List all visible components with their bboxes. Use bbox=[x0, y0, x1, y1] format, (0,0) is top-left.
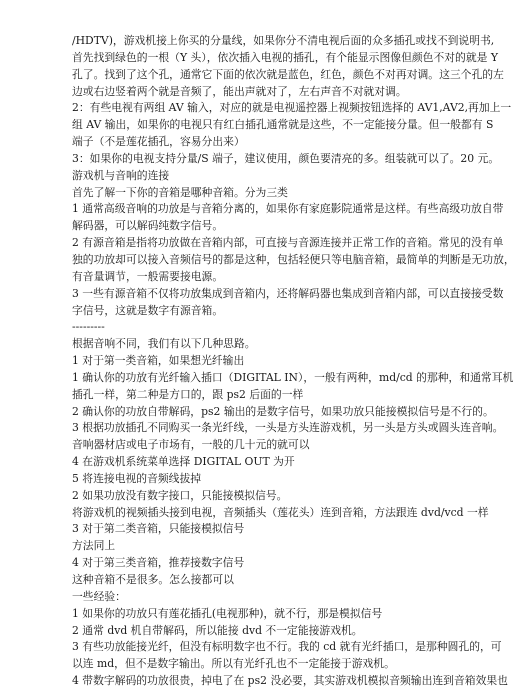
text-line: 边或右边竖着两个就是音频了，能出声就对了，左右声音不对就对调。 bbox=[72, 84, 407, 98]
text-line: 2：有些电视有两组 AV 输入，对应的就是电视遥控器上视频按钮选择的 AV1,AV2,再加上一 bbox=[72, 101, 512, 115]
text-line: 以连 md，但不是数字输出。所以有光纤孔也不一定能接于游戏机。 bbox=[72, 657, 395, 671]
text-line: 3：如果你的电视支持分量/S 端子，建议使用，颜色要清亮的多。组装就可以了。20 元。 bbox=[72, 151, 500, 165]
text-line: 一些经验： bbox=[72, 589, 126, 603]
text-line: 音响器材店或电子市场有，一般的几十元的就可以 bbox=[72, 438, 310, 452]
text-line: 4 带数字解码的功放很贵，掉电了在 ps2 没必要，其实游戏机模拟音频输出连到音箱效果也 bbox=[72, 674, 508, 688]
text-line: 1 如果你的功放只有莲花插孔(电视那种)，就不行，那是模拟信号 bbox=[72, 606, 383, 620]
text-line: 2 有源音箱是指将功放做在音箱内部，可直接与音源连接并正常工作的音箱。常见的没有单 bbox=[72, 236, 504, 250]
text-line: 3 根据功放插孔不同购买一条光纤线，一头是方头连游戏机，另一头是方头或圆头连音响。 bbox=[72, 421, 504, 435]
text-line: 5 将连接电视的音频线拔掉 bbox=[72, 471, 202, 485]
text-line: 1 对于第一类音箱，如果想光纤输出 bbox=[72, 354, 245, 368]
text-line: 根据音响不同，我们有以下几种思路。 bbox=[72, 337, 256, 351]
text-line: 游戏机与音响的连接 bbox=[72, 168, 170, 182]
text-line: 方法同上 bbox=[72, 539, 116, 553]
text-line: 3 有些功放能接光纤，但没有标明数字也不行。我的 cd 就有光纤插口，是那种圆孔的，可 bbox=[72, 640, 502, 654]
text-line: 插孔一样，第二种是方口的，跟 ps2 后面的一样 bbox=[72, 387, 304, 401]
text-line: 孔了。找到了这个孔，通常它下面的依次就是蓝色，红色，颜色不对再对调。这三个孔的左 bbox=[72, 67, 504, 81]
text-line: /HDTV)，游戏机接上你买的分量线，如果你分不清电视后面的众多插孔或找不到说明书, bbox=[72, 34, 495, 47]
text-line: 4 在游戏机系统菜单选择 DIGITAL OUT 为开 bbox=[72, 455, 295, 469]
text-line: 2 通常 dvd 机自带解码，所以能接 dvd 不一定能接游戏机。 bbox=[72, 623, 363, 637]
text-line: 有音量调节，一般需要接电源。 bbox=[72, 269, 224, 283]
text-line: 独的功放却可以接入音频信号的都是这种，包括轻便只等电脑音箱，最简单的判断是无功放， bbox=[72, 252, 515, 266]
text-line: 组 AV 输出，如果你的电视只有红白插孔通常就是这些，不一定能接分量。但一般都有 S bbox=[72, 118, 494, 132]
text-line: 首先找到绿色的一根（Y 头），依次插入电视的插孔，有个能显示图像但颜色不对的就是 Y bbox=[72, 50, 498, 64]
text-line: 1 确认你的功放有光纤输入插口（DIGITAL IN），一般有两种，md/cd 的那种，和通常耳机 bbox=[72, 370, 514, 384]
text-line: 解码器，可以解码纯数字信号。 bbox=[72, 219, 224, 233]
text-line: 首先了解一下你的音箱是哪种音箱。分为三类 bbox=[72, 185, 288, 199]
text-line: 这种音箱不是很多。怎么接都可以 bbox=[72, 573, 234, 586]
text-line: 端子（不是莲花插孔，容易分出来） bbox=[72, 135, 245, 149]
text-line: 1 通常高级音响的功放是与音箱分离的，如果你有家庭影院通常是这样。有些高级功放自带 bbox=[72, 202, 504, 216]
text-line: 2 如果功放没有数字接口，只能接模拟信号。 bbox=[72, 488, 288, 502]
text-line: 将游戏机的视频插头接到电视，音频插头（莲花头）连到音箱，方法跟连 dvd/vcd 一样 bbox=[72, 505, 489, 519]
text-line: 3 对于第二类音箱，只能接模拟信号 bbox=[72, 522, 245, 536]
document-body bbox=[72, 33, 515, 690]
text-line: 2 确认你的功放自带解码，ps2 输出的是数字信号，如果功放只能接模拟信号是不行的。 bbox=[72, 404, 494, 418]
text-line: --------- bbox=[72, 320, 105, 334]
text-line: 字信号，这就是数字有源音箱。 bbox=[72, 303, 224, 317]
text-line: 3 一些有源音箱不仅将功放集成到音箱内，还将解码器也集成到音箱内部，可以直接接受数 bbox=[72, 286, 504, 300]
text-line: 4 对于第三类音箱，推荐接数字信号 bbox=[72, 556, 245, 570]
